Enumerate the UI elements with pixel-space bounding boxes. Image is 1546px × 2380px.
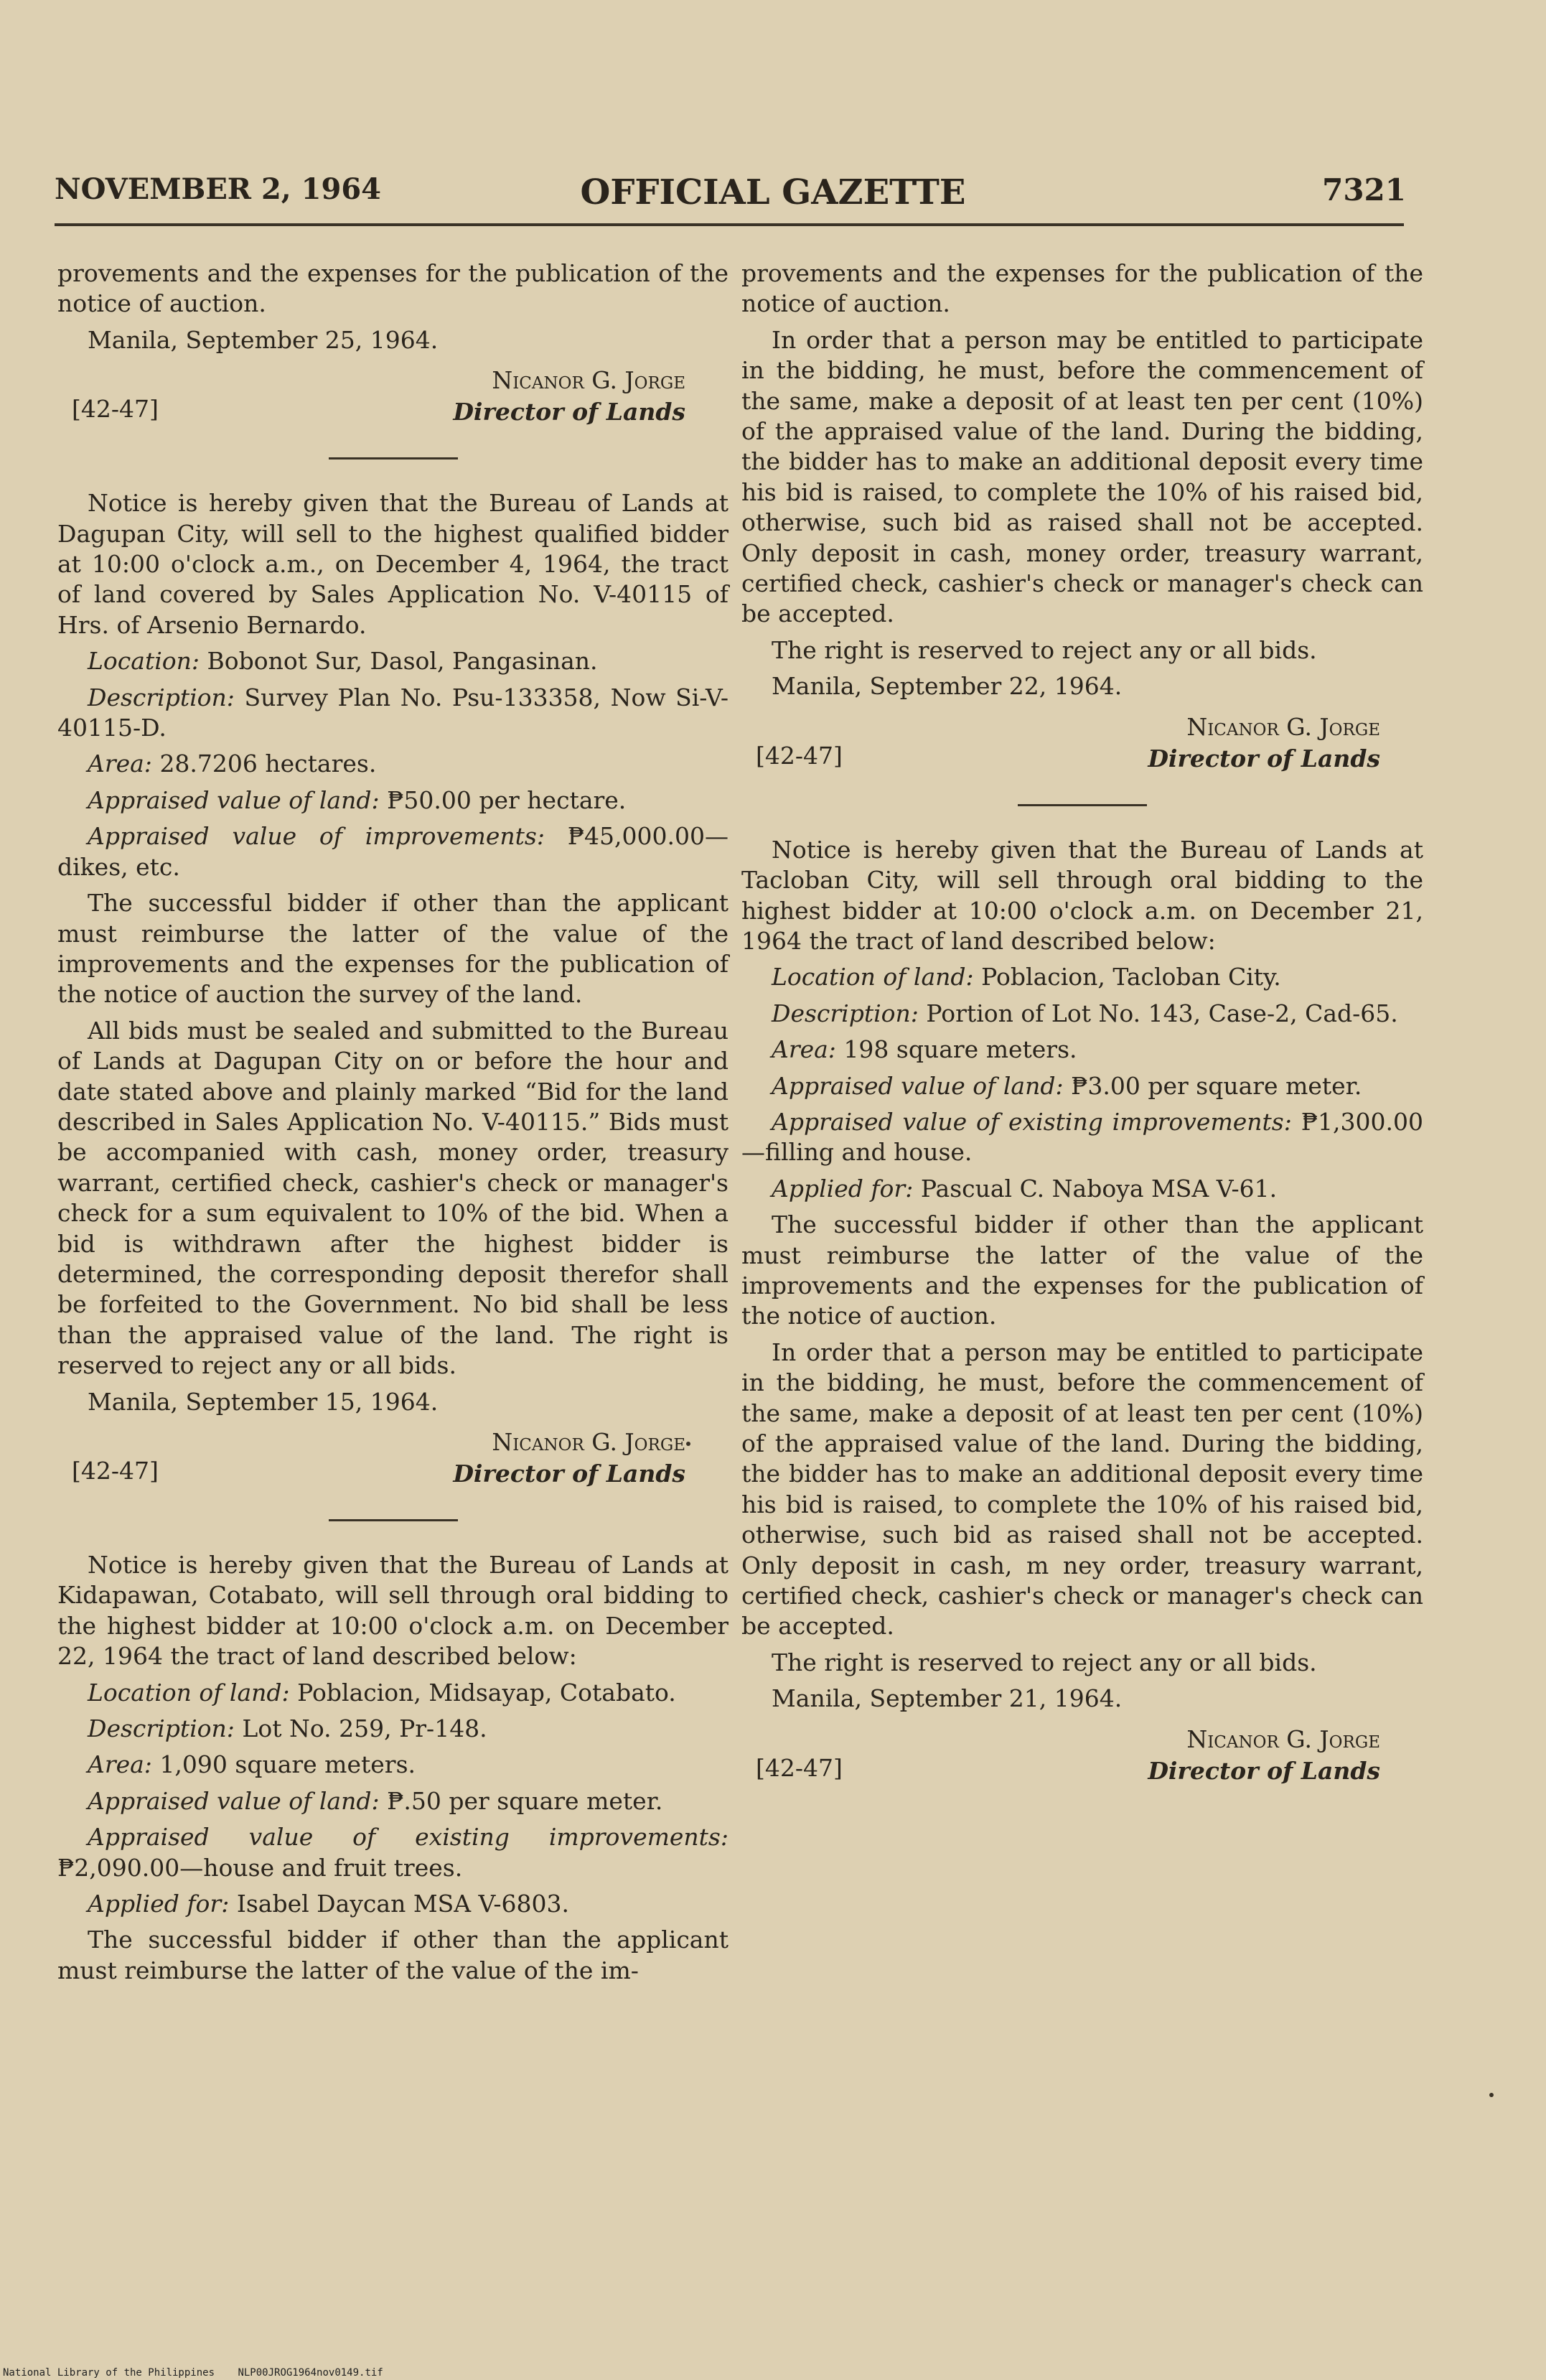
continuation-text: provements and the expenses for the publication of the notice of auction. <box>741 259 1423 318</box>
date-line: Manila, September 21, 1964. <box>772 1684 1123 1713</box>
continuation-text: provements and the expenses for the publication of the notice of auction. <box>57 259 729 318</box>
bids-paragraph: All bids must be sealed and submitted to the Bureau of Lands at Dagupan City on or before the hour and date stated above and plainly marked “Bid for the land described in Sales Application No. V-40115.” Bids must be accompanied with cash, money order, treasury warrant, certified check, cashier's check or manager's check for a sum equivalent to 10% of the bid. When a bid is withdrawn after the highest bidder is determined, the corresponding deposit therefor shall be forfeited to the Government. No bid shall be less than the appraised value of the land. The right is reserved to reject any or all bids. <box>57 1016 729 1380</box>
land-value-line: Appraised value of land: ₱50.00 per hectare. <box>88 785 627 814</box>
description-line: Description: Survey Plan No. Psu-133358, Now Si-V-40115-D. <box>57 683 729 742</box>
reimburse-paragraph: The successful bidder if other than the applicant must reimburse the latter of the value of the improvements and the expenses for the publication of the notice of auction the survey of the land. <box>57 889 729 1009</box>
improvements-line: Appraised value of improvements: ₱45,000.00—dikes, etc. <box>57 822 729 881</box>
applied-for-line: Applied for: Isabel Daycan MSA V-6803. <box>88 1890 569 1918</box>
left-column <box>57 258 729 1992</box>
signer-name: Nicanor G. Jorge <box>492 1428 685 1456</box>
signer-title: Director of Lands <box>1148 744 1380 773</box>
signer-title: Director of Lands <box>453 398 685 426</box>
location-line: Location of land: Poblacion, Tacloban City. <box>772 963 1281 991</box>
area-line: Area: 198 square meters. <box>772 1035 1077 1064</box>
notice-separator <box>329 1519 458 1521</box>
header-rule <box>55 223 1404 226</box>
date-line: Manila, September 25, 1964. <box>88 325 439 354</box>
description-line: Description: Portion of Lot No. 143, Case-2, Cad-65. <box>772 999 1398 1027</box>
issue-code: [42-47] <box>72 1457 159 1485</box>
signer-title: Director of Lands <box>1148 1756 1380 1785</box>
signature-block <box>741 1725 1423 1791</box>
land-value-line: Appraised value of land: ₱3.00 per square meter. <box>772 1071 1362 1100</box>
right-column <box>741 258 1423 1795</box>
signer-name: Nicanor G. Jorge <box>1186 712 1380 741</box>
footer-file: NLP00JROG1964nov0149.tif <box>238 2367 383 2379</box>
land-value-line: Appraised value of land: ₱.50 per square meter. <box>88 1786 663 1815</box>
notice-separator <box>1018 804 1147 806</box>
deposit-paragraph: In order that a person may be entitled to participate in the bidding, he must, before the commencement of the same, make a deposit of at least ten per cent (10%) of the appraised value of the land. During the bidding, the bidder has to make an additional deposit every time his bid is raised, to complete the 10% of his raised bid, otherwise, such bid as raised shall not be accepted. Only deposit in cash, m ney order, treasury warrant, certified check, cashier's check or manager's check can be accepted. <box>741 1338 1423 1641</box>
signature-block <box>741 712 1423 778</box>
deposit-paragraph: In order that a person may be entitled to participate in the bidding, he must, before the commencement of the same, make a deposit of at least ten per cent (10%) of the appraised value of the land. During the bidding, the bidder has to make an additional deposit every time his bid is raised, to complete the 10% of his raised bid, otherwise, such bid as raised shall not be accepted. Only deposit in cash, money order, treasury warrant, certified check, cashier's check or manager's check can be accepted. <box>741 325 1423 628</box>
ink-speck <box>1489 2093 1494 2097</box>
reimburse-paragraph: The successful bidder if other than the applicant must reimburse the latter of the value of the improvements and the expenses for the publication of the notice of auction. <box>741 1210 1423 1330</box>
issue-code: [42-47] <box>756 1753 843 1782</box>
reimburse-paragraph: The successful bidder if other than the applicant must reimburse the latter of the value of the im- <box>57 1926 729 1984</box>
footer-library: National Library of the Philippines <box>3 2367 215 2379</box>
header-date: NOVEMBER 2, 1964 <box>55 172 381 206</box>
location-line: Location: Bobonot Sur, Dasol, Pangasinan. <box>88 647 598 676</box>
area-line: Area: 28.7206 hectares. <box>88 750 377 778</box>
signer-title: Director of Lands <box>453 1460 685 1488</box>
ink-speck <box>686 1442 690 1446</box>
location-line: Location of land: Poblacion, Midsayap, Cotabato. <box>88 1678 676 1707</box>
signer-name: Nicanor G. Jorge <box>492 366 685 395</box>
header-page-number: 7321 <box>1322 172 1406 207</box>
notice-intro: Notice is hereby given that the Bureau of Lands at Tacloban City, will sell through oral bidding to the highest bidder at 10:00 o'clock a.m. on December 21, 1964 the tract of land described below: <box>741 835 1423 955</box>
date-line: Manila, September 15, 1964. <box>88 1387 439 1416</box>
reserve-line: The right is reserved to reject any or all bids. <box>772 1648 1317 1676</box>
reserve-line: The right is reserved to reject any or all bids. <box>772 635 1317 664</box>
signer-name: Nicanor G. Jorge <box>1186 1725 1380 1753</box>
header-title: OFFICIAL GAZETTE <box>580 172 966 213</box>
improvements-line: Appraised value of existing improvements: ₱1,300.00—filling and house. <box>741 1107 1423 1167</box>
signature-block <box>57 365 729 431</box>
date-line: Manila, September 22, 1964. <box>772 672 1123 701</box>
notice-intro: Notice is hereby given that the Bureau of Lands at Dagupan City, will sell to the highest qualified bidder at 10:00 o'clock a.m., on December 4, 1964, the tract of land covered by Sales Application No. V-40115 of Hrs. of Arsenio Bernardo. <box>57 489 729 639</box>
notice-intro: Notice is hereby given that the Bureau of Lands at Kidapawan, Cotabato, will sell through oral bidding to the highest bidder at 10:00 o'clock a.m. on December 22, 1964 the tract of land described below: <box>57 1551 729 1671</box>
notice-separator <box>329 457 458 459</box>
issue-code: [42-47] <box>756 741 843 770</box>
scan-footer <box>3 2367 400 2379</box>
description-line: Description: Lot No. 259, Pr-148. <box>88 1714 487 1743</box>
issue-code: [42-47] <box>72 395 159 424</box>
applied-for-line: Applied for: Pascual C. Naboya MSA V-61. <box>772 1174 1278 1203</box>
area-line: Area: 1,090 square meters. <box>88 1750 416 1779</box>
signature-block <box>57 1427 729 1493</box>
improvements-line: Appraised value of existing improvements: ₱2,090.00—house and fruit trees. <box>57 1823 729 1882</box>
